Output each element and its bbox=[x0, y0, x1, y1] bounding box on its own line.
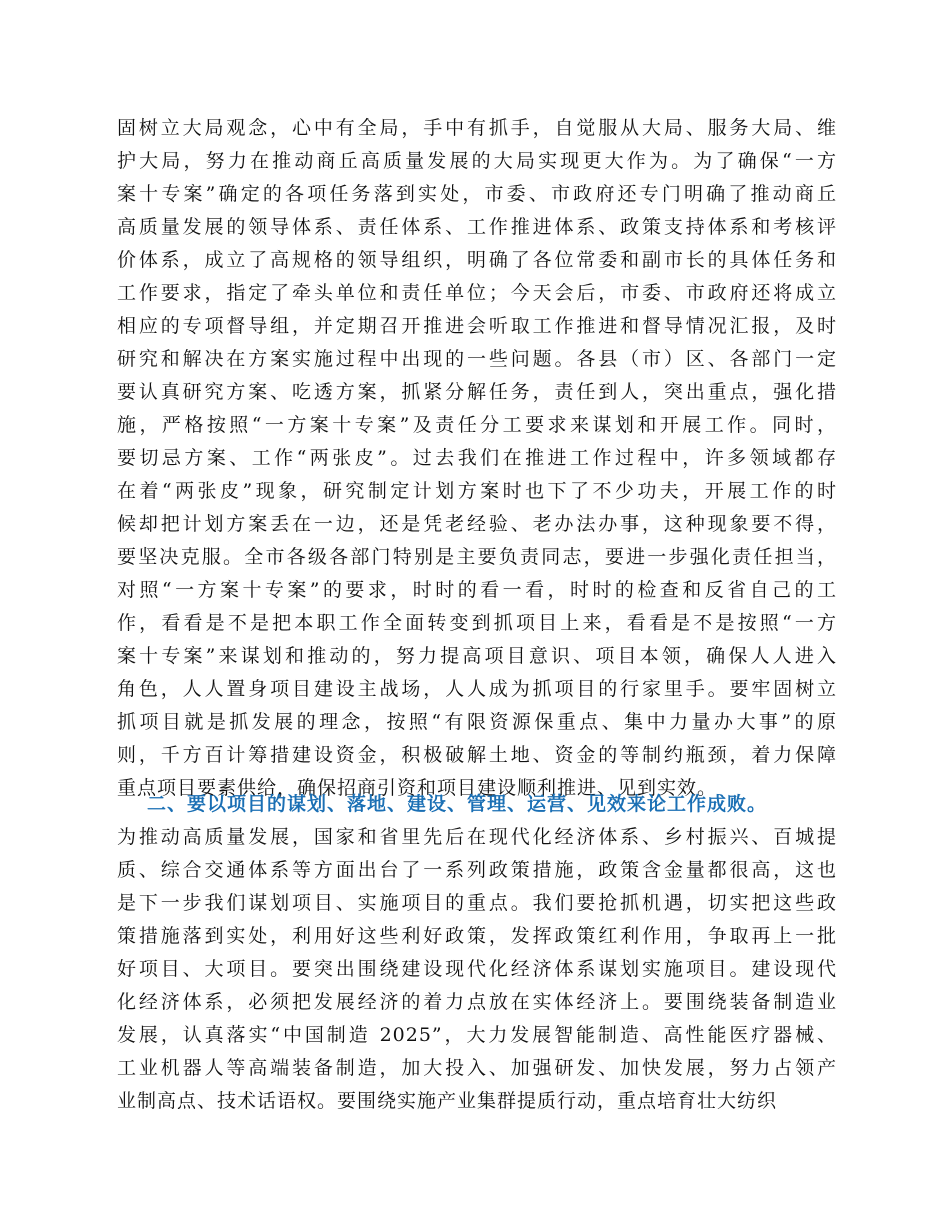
text-line: 高质量发展的领导体系、责任体系、工作推进体系、政策支持体系和考核评 bbox=[117, 216, 837, 238]
text-line: 发展，认真落实“中国制造 2025”，大力发展智能制造、高性能医疗器械、 bbox=[117, 1024, 837, 1046]
text-line: 角色，人人置身项目建设主战场，人人成为抓项目的行家里手。要牢固树立 bbox=[117, 678, 837, 700]
text-line: 案十专案”来谋划和推动的，努力提高项目意识、项目本领，确保人人进入 bbox=[117, 645, 837, 667]
section-heading: 二、要以项目的谋划、落地、建设、管理、运营、见效来论工作成败。 bbox=[147, 793, 768, 815]
text-line: 策措施落到实处，利用好这些利好政策，发挥政策红利作用，争取再上一批 bbox=[117, 925, 837, 947]
text-line: 护大局，努力在推动商丘高质量发展的大局实现更大作为。为了确保“一方 bbox=[117, 150, 837, 172]
text-line: 要切忌方案、工作“两张皮”。过去我们在推进工作过程中，许多领域都存 bbox=[117, 447, 837, 469]
text-line: 价体系，成立了高规格的领导组织，明确了各位常委和副市长的具体任务和 bbox=[117, 249, 837, 271]
text-line: 化经济体系，必须把发展经济的着力点放在实体经济上。要围绕装备制造业 bbox=[117, 991, 837, 1013]
section-two bbox=[117, 788, 837, 1118]
text-line: 工作要求，指定了牵头单位和责任单位；今天会后，市委、市政府还将成立 bbox=[117, 282, 837, 304]
text-line: 重点项目要素供给，确保招商引资和项目建设顺利推进、见到实效。 bbox=[117, 777, 718, 799]
text-line: 质、综合交通体系等方面出台了一系列政策措施，政策含金量都很高，这也 bbox=[117, 859, 837, 881]
text-line: 抓项目就是抓发展的理念，按照“有限资源保重点、集中力量办大事”的原 bbox=[117, 711, 837, 733]
text-line: 要坚决克服。全市各级各部门特别是主要负责同志，要进一步强化责任担当， bbox=[117, 546, 837, 568]
text-line: 作，看看是不是把本职工作全面转变到抓项目上来，看看是不是按照“一方 bbox=[117, 612, 837, 634]
text-line: 相应的专项督导组，并定期召开推进会听取工作推进和督导情况汇报，及时 bbox=[117, 315, 837, 337]
text-line: 好项目、大项目。要突出围绕建设现代化经济体系谋划实施项目。建设现代 bbox=[117, 958, 837, 980]
text-line: 为推动高质量发展，国家和省里先后在现代化经济体系、乡村振兴、百城提 bbox=[117, 826, 837, 848]
text-line: 在着“两张皮”现象，研究制定计划方案时也下了不少功夫，开展工作的时 bbox=[117, 480, 837, 502]
text-line: 案十专案”确定的各项任务落到实处，市委、市政府还专门明确了推动商丘 bbox=[117, 183, 837, 205]
paragraph-continued bbox=[117, 112, 837, 805]
text-line: 对照“一方案十专案”的要求，时时的看一看，时时的检查和反省自己的工 bbox=[117, 579, 837, 601]
text-line: 是下一步我们谋划项目、实施项目的重点。我们要抢抓机遇，切实把这些政 bbox=[117, 892, 837, 914]
text-line: 则，千方百计筹措建设资金，积极破解土地、资金的等制约瓶颈，着力保障 bbox=[117, 744, 837, 766]
text-line: 工业机器人等高端装备制造，加大投入、加强研发、加快发展，努力占领产 bbox=[117, 1057, 837, 1079]
text-line: 研究和解决在方案实施过程中出现的一些问题。各县（市）区、各部门一定 bbox=[117, 348, 837, 370]
text-line: 固树立大局观念，心中有全局，手中有抓手，自觉服从大局、服务大局、维 bbox=[117, 117, 837, 139]
text-line: 要认真研究方案、吃透方案，抓紧分解任务，责任到人，突出重点，强化措 bbox=[117, 381, 837, 403]
text-line: 施，严格按照“一方案十专案”及责任分工要求来谋划和开展工作。同时， bbox=[117, 414, 837, 436]
text-line: 业制高点、技术话语权。要围绕实施产业集群提质行动，重点培育壮大纺织 bbox=[117, 1090, 778, 1112]
text-line: 候却把计划方案丢在一边，还是凭老经验、老办法办事，这种现象要不得， bbox=[117, 513, 837, 535]
